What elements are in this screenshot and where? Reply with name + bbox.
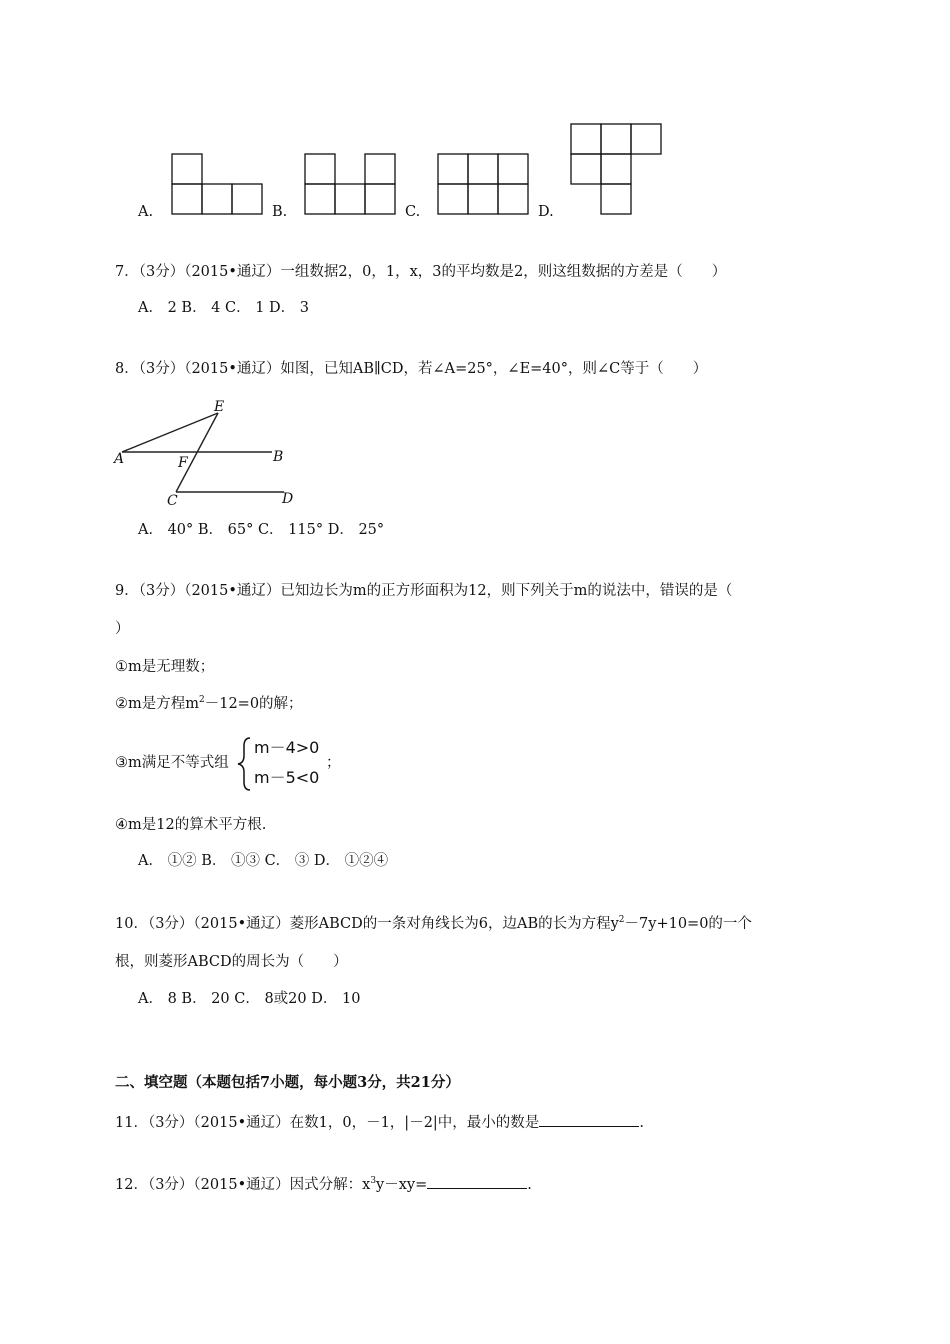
q9-s3-post: ； <box>326 755 341 771</box>
q12-text-pre: 12．（3分）（2015•通辽）因式分解：x <box>115 1177 371 1193</box>
q10-options: A． 8 B． 20 C． 8或20 D． 10 <box>138 991 361 1007</box>
point-c-label: C <box>167 493 178 509</box>
q9-inequality-2: m－5<0 <box>254 768 320 787</box>
q9-s2-post: －12=0的解； <box>204 696 303 712</box>
q12-text-post: y－xy= <box>376 1177 428 1193</box>
q9-inequality-1: m－4>0 <box>254 738 320 757</box>
q12-answer-blank[interactable] <box>427 1176 527 1189</box>
point-d-label: D <box>282 491 294 507</box>
q9-statement-3: ③m满足不等式组 <box>115 755 229 771</box>
q11-text-body: 11．（3分）（2015•通辽）在数1，0，－1，|－2|中，最小的数是 <box>115 1115 540 1131</box>
q9-text: 9．（3分）（2015•通辽）已知边长为m的正方形面积为12，则下列关于m的说法中，错误的是（ <box>115 583 733 599</box>
q9-text-cont: ） <box>115 621 130 637</box>
q11-end: . <box>639 1115 644 1131</box>
q6-option-c-label: C. <box>405 204 421 220</box>
section-2-heading: 二、填空题（本题包括7小题，每小题3分，共21分） <box>115 1074 460 1091</box>
q9-options: A． ①② B． ①③ C． ③ D． ①②④ <box>138 853 389 869</box>
point-a-label: A <box>114 451 125 467</box>
q10-text-sup: 2 <box>618 915 625 925</box>
point-e-label: E <box>214 399 225 415</box>
q9-statement-4: ④m是12的算术平方根. <box>115 817 267 833</box>
q9-statement-1: ①m是无理数； <box>115 659 215 675</box>
q6-option-d-label: D. <box>538 204 554 220</box>
q12-end: . <box>527 1177 532 1193</box>
q7-text: 7．（3分）（2015•通辽）一组数据2，0，1，x，3的平均数是2，则这组数据的方差是（ ） <box>115 264 727 280</box>
q6-option-b-label: B. <box>272 204 288 220</box>
q9-s2-pre: ②m是方程m <box>115 696 199 712</box>
q10-text-post: －7y+10=0的一个 <box>624 916 752 932</box>
q11-text <box>115 1114 644 1131</box>
q9-s2-sup: 2 <box>199 695 205 705</box>
point-f-label: F <box>178 455 188 471</box>
q10-text <box>115 916 752 932</box>
q10-text-pre: 10．（3分）（2015•通辽）菱形ABCD的一条对角线长为6，边AB的长为方程y <box>115 916 619 932</box>
q10-text-cont: 根，则菱形ABCD的周长为（ ） <box>115 954 348 970</box>
q7-options: A． 2 B． 4 C． 1 D． 3 <box>138 300 310 316</box>
q8-options: A． 40° B． 65° C． 115° D． 25° <box>138 522 385 538</box>
q8-text: 8．（3分）（2015•通辽）如图，已知AB∥CD，若∠A=25°，∠E=40°，则∠C等于（ ） <box>115 361 708 377</box>
q12-text <box>115 1176 532 1193</box>
q6-option-a-label: A. <box>138 204 154 220</box>
point-b-label: B <box>273 449 284 465</box>
q11-answer-blank[interactable] <box>539 1114 639 1127</box>
q12-text-sup: 3 <box>370 1176 377 1186</box>
